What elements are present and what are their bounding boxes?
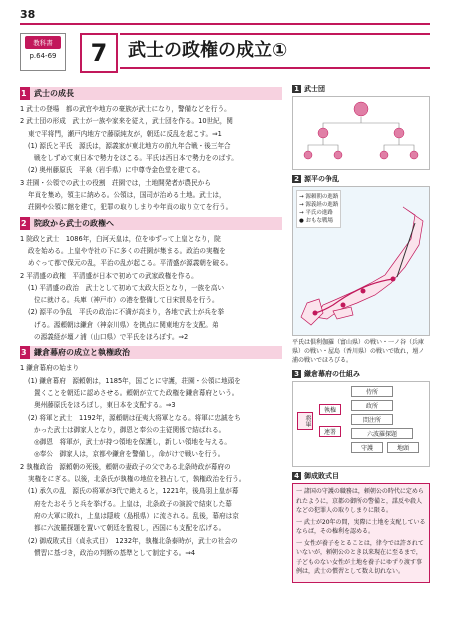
node-jito: 地頭: [387, 442, 419, 453]
figure-title: [292, 174, 430, 184]
honshu-shape: [315, 207, 423, 319]
section-heading: [20, 87, 282, 100]
paragraph: かった武士は御家人となり，御恩と奉公の主従関係で結ばれる。: [34, 425, 226, 434]
chapter-number: 7: [80, 33, 118, 73]
textbook-pages: p.64-69: [29, 52, 57, 60]
japan-map: [293, 187, 429, 333]
paragraph: (1) 平清盛の政治 武士として初めて太政大臣となり，一族を高い: [28, 283, 225, 292]
bakufu-chart: [292, 381, 430, 467]
paragraph: (2) 御成敗式目（貞永式目） 1232年，執権北条泰時が，武士の社会の: [28, 536, 238, 545]
connector-lines: [323, 117, 399, 128]
figure-title: [292, 369, 430, 379]
paragraph: ◎奉公 御家人は，京都や鎌倉を警備し，命がけで戦いを行う。: [34, 450, 225, 459]
textbook-ref-box: [20, 33, 66, 71]
paragraph: 1 武士の登場 都の武官や地方の豪族が武士になり，警備などを行う。: [20, 105, 231, 113]
paragraph: 政を始める。上皇や寺社の下に多くの荘園が集まる。政治の実権を: [28, 246, 226, 255]
bushidan-illustration: [292, 96, 430, 170]
figure-title-text: 御成敗式目: [304, 472, 339, 480]
paragraph: 都に六波羅探題を置いて朝廷を監視し，西国にも支配を広げる。: [34, 524, 226, 533]
node-monchujo: 問注所: [351, 414, 393, 425]
paragraph: げる。源頼朝は鎌倉（神奈川県）を拠点に関東地方を支配。弟: [34, 320, 219, 329]
node-shugo: 守護: [351, 442, 383, 453]
follower-icon: [334, 151, 342, 159]
follower-icon: [304, 151, 312, 159]
article: 一 女性が養子をとることは，律令では許されていないが，頼朝公のとき以来現在に至るまで，子どものない女性が土地を養子にゆずり渡す事例は，武士の慣習として数え切れない。: [296, 539, 424, 575]
node-rokuhara: 六波羅探題: [351, 428, 413, 439]
figure-number: 2: [292, 175, 301, 183]
battle-marker: [313, 311, 318, 316]
legend-item: → 源頼朝の進路: [299, 194, 339, 200]
section-number: 2: [21, 218, 27, 228]
section-title: 武士の成長: [34, 89, 74, 98]
legend-item: ● おもな戦場: [299, 218, 334, 224]
node-rensho: 連署: [319, 426, 341, 437]
side-column: [292, 84, 430, 583]
textbook-label: 教科書: [25, 36, 61, 49]
section-title: 鎌倉幕府の成立と執権政治: [34, 348, 130, 358]
paragraph: (2) 奥州藤原氏 平泉（岩手県）に中尊寺金色堂を建てる。: [28, 166, 205, 175]
legend-item: → 平氏の進路: [299, 210, 333, 216]
figure-number: 3: [292, 370, 301, 378]
figure-number: 4: [292, 472, 301, 480]
paragraph: 府の大軍に敗れ，上皇は隠岐（島根県）に流される。乱後，幕府は京: [34, 511, 239, 520]
map-caption: 平氏は倶利伽羅（富山県）の戦い・一ノ谷（兵庫県）の戦い・屋島（香川県）の戦いで敗れ，壇ノ浦の戦いでほろびる。: [292, 339, 425, 364]
paragraph: 2 執権政治 源頼朝の死後，頼朝の妻政子の父である北条時政が幕府の: [20, 462, 231, 471]
paragraph: 1 院政と武士 1086年，白河天皇は，位をゆずって上皇となり，院: [20, 234, 221, 243]
paragraph: 東で平将門，瀬戸内地方で藤原純友が，朝廷に反乱を起こす。⇒1: [28, 129, 222, 138]
section-number: 3: [21, 348, 27, 358]
node-shogun: 将軍: [297, 412, 313, 430]
node-shikken: 執権: [319, 404, 341, 415]
connector-lines: [308, 138, 338, 151]
retainer-icon: [394, 128, 404, 138]
section-title: 院政から武士の政権へ: [34, 218, 114, 228]
retainer-icon: [318, 128, 328, 138]
figure-title-text: 武士団: [304, 85, 325, 93]
connector-lines: [384, 138, 414, 151]
node-mandokoro: 政所: [351, 400, 393, 411]
paragraph: 1 鎌倉幕府の始まり: [20, 364, 80, 373]
paragraph: 荘園や公領に館を建て，犯罪の取りしまりや年貢の取り立てを行う。: [28, 203, 233, 212]
map-genpei: [292, 186, 430, 336]
paragraph: (1) 鎌倉幕府 源頼朝は，1185年，国ごとに守護，荘園・公領に地頭を: [28, 376, 241, 385]
paragraph: 慣習に基づき，政治の判断の基準として制定する。⇒4: [34, 548, 196, 557]
paragraph: (2) 源平の争乱 平氏の政治に不満が高まり，各地で武士が兵を挙: [28, 308, 225, 317]
paragraph: ◎御恩 将軍が，武士が持つ領地を保護し，新しい領地を与える。: [34, 438, 231, 447]
figure-number: 1: [292, 85, 301, 93]
follower-icon: [410, 151, 418, 159]
paragraph: 2 武士団の形成 武士が一族や家来を従え，武士団を作る。10世紀，関: [20, 117, 233, 126]
paragraph: 年貢を集め，領主に納める。公領は，国司が治める土地。武士は，: [28, 191, 226, 200]
battle-marker: [391, 277, 396, 282]
figure-title-text: 源平の争乱: [304, 175, 339, 183]
page-title: 武士の政権の成立①: [120, 33, 430, 69]
section-heading: [20, 217, 282, 230]
bushidan-diagram: [293, 97, 429, 167]
article: 一 諸国の守護の職務は，頼朝公の時代に定められたように，京都の御所の警備と，謀反や殺人などの犯罪人の取りしまりに限る。: [296, 488, 424, 514]
paragraph: 奥州藤原氏をほろぼし，東日本を支配する。⇒3: [34, 401, 176, 410]
article: 一 武士が20年の間，実際に土地を支配しているならば，その権利を認める。: [296, 518, 426, 535]
follower-icon: [380, 151, 388, 159]
battle-marker: [361, 289, 366, 294]
header-rule: [20, 23, 430, 25]
node-samurai-dokoro: 侍所: [351, 386, 393, 397]
section-heading: [20, 346, 282, 359]
paragraph: 実権をにぎる。以後，北条氏が執権の地位を独占して，執権政治を行う。: [28, 475, 246, 484]
figure-title: [292, 471, 430, 481]
paragraph: めぐって都で保元の乱，平治の乱が起こる。平清盛が源義朝を破る。: [28, 259, 233, 268]
paragraph: の源義経が壇ノ浦（山口県）で平氏をほろぼす。⇒2: [34, 333, 189, 342]
paragraph: 府をたおそうと兵を挙げる。上皇は，北条政子の演説で結束した幕: [34, 499, 232, 508]
section-number: 1: [21, 89, 27, 98]
paragraph: 戦をしずめて東日本で勢力をほこる。平氏は西日本で勢力をのばす。: [34, 154, 238, 163]
paragraph: (1) 承久の乱 源氏の将軍が3代で絶えると，1221年，後鳥羽上皇が幕: [28, 487, 239, 496]
figure-title: [292, 84, 430, 94]
leader-icon: [354, 102, 368, 116]
legend-item: → 源義経の進路: [299, 202, 339, 208]
paragraph: 位に就ける。兵庫（神戸市）の港を整備して日宋貿易を行う。: [34, 296, 219, 305]
figure-title-text: 鎌倉幕府の仕組み: [304, 370, 360, 378]
paragraph: (2) 将軍と武士 1192年，源頼朝は征夷大将軍となる。将軍に忠誠をち: [28, 413, 241, 422]
battle-marker: [341, 303, 346, 308]
page-number: 38: [20, 8, 36, 21]
paragraph: 3 荘園・公領での武士の役割 荘園では，土地開発者が農民から: [20, 178, 211, 187]
main-column: [20, 84, 282, 559]
paragraph: 2 平清盛の政権 平清盛が日本で初めての武家政権を作る。: [20, 271, 198, 280]
goseibai-shikimoku-box: [292, 483, 430, 583]
paragraph: 置くことを朝廷に認めさせる。頼朝が立てた政権を鎌倉幕府という。: [34, 388, 239, 397]
paragraph: (1) 源氏と平氏 源氏は，源義家が東北地方の前九年合戦・後三年合: [28, 141, 231, 150]
